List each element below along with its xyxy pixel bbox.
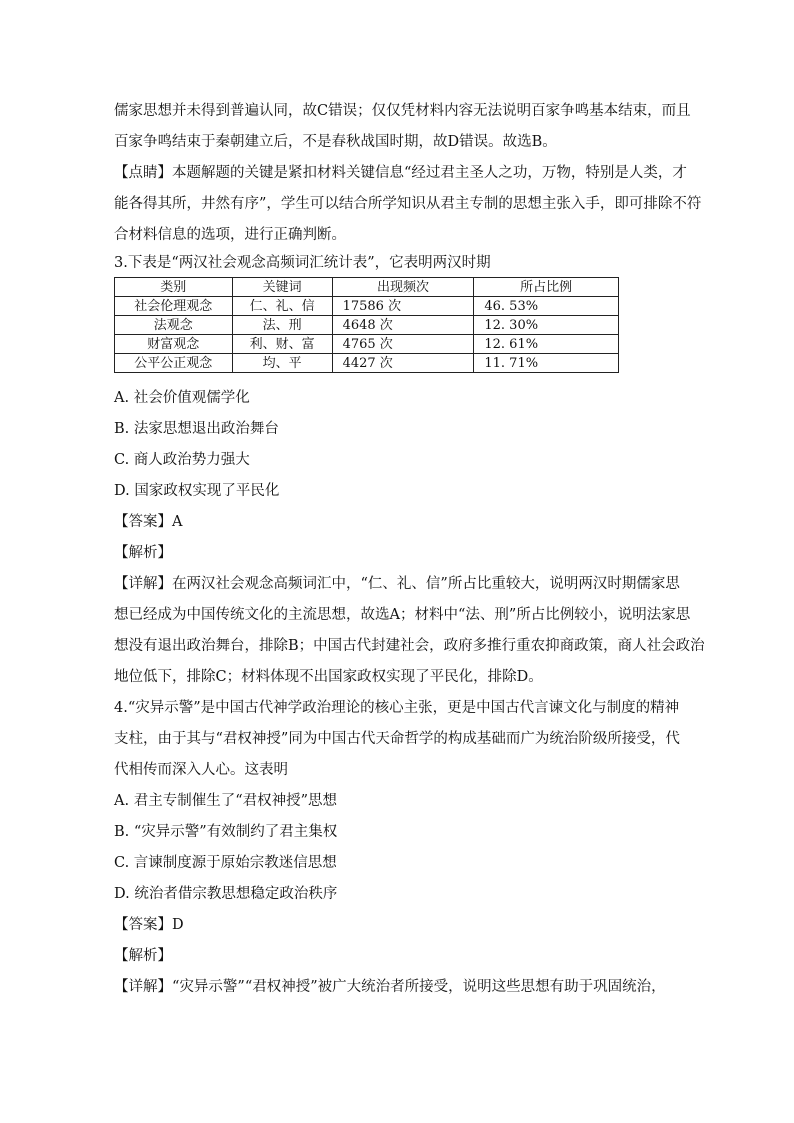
option-c: C. 商人政治势力强大 [114, 452, 250, 468]
table-row [115, 297, 619, 316]
table-cell: 12. 30% [474, 316, 619, 335]
table-header-cell: 出现频次 [332, 278, 474, 297]
table-cell: 仁、礼、信 [232, 297, 332, 316]
table-cell: 4427 次 [332, 354, 474, 373]
key-point-line: 【点睛】本题解题的关键是紧扣材料关键信息“经过君主圣人之功，万物，特别是人类，才 [114, 165, 687, 181]
answer-line: 【答案】A [114, 514, 183, 530]
text-line: 儒家思想并未得到普遍认同，故C错误；仅仅凭材料内容无法说明百家争鸣基本结束，而且 [114, 103, 691, 119]
detail-line: 地位低下，排除C；材料体现不出国家政权实现了平民化，排除D。 [114, 669, 543, 685]
table-row [115, 354, 619, 373]
table-cell: 法观念 [115, 316, 233, 335]
option-a: A. 社会价值观儒学化 [114, 390, 250, 406]
question-4-stem: 代相传而深入人心。这表明 [114, 762, 288, 778]
table-header-cell: 类别 [115, 278, 233, 297]
table-header-row [115, 278, 619, 297]
analysis-label: 【解析】 [114, 948, 172, 964]
table-cell: 12. 61% [474, 335, 619, 354]
table-cell: 均、平 [232, 354, 332, 373]
option-b: B. “灾异示警”有效制约了君主集权 [114, 824, 338, 840]
table-cell: 财富观念 [115, 335, 233, 354]
analysis-label: 【解析】 [114, 545, 172, 561]
option-b: B. 法家思想退出政治舞台 [114, 421, 279, 437]
table-cell: 4765 次 [332, 335, 474, 354]
table-row [115, 335, 619, 354]
key-point-line: 能各得其所，井然有序”，学生可以结合所学知识从君主专制的思想主张入手，即可排除不符 [114, 196, 702, 212]
question-4-stem: 支柱，由于其与“君权神授”同为中国古代天命哲学的构成基础而广为统治阶级所接受，代 [114, 731, 680, 747]
answer-line: 【答案】D [114, 917, 184, 933]
text-line: 百家争鸣结束于秦朝建立后，不是春秋战国时期，故D错误。故选B。 [114, 134, 557, 150]
table-header-cell: 关键词 [232, 278, 332, 297]
key-point-line: 合材料信息的选项，进行正确判断。 [114, 227, 346, 243]
detail-line: 想已经成为中国传统文化的主流思想，故选A；材料中“法、刑”所占比例较小，说明法家思 [114, 607, 691, 623]
table-cell: 46. 53% [474, 297, 619, 316]
table-cell: 社会伦理观念 [115, 297, 233, 316]
detail-line: 想没有退出政治舞台，排除B；中国古代封建社会，政府多推行重农抑商政策，商人社会政治 [114, 638, 705, 654]
statistics-table [114, 277, 619, 373]
table-cell: 法、刑 [232, 316, 332, 335]
question-3-stem: 3.下表是“两汉社会观念高频词汇统计表”，它表明两汉时期 [114, 255, 491, 271]
detail-line: 【详解】在两汉社会观念高频词汇中，“仁、礼、信”所占比重较大，说明两汉时期儒家思 [114, 576, 680, 592]
table-row [115, 316, 619, 335]
option-c: C. 言谏制度源于原始宗教迷信思想 [114, 855, 337, 871]
table-cell: 17586 次 [332, 297, 474, 316]
option-a: A. 君主专制催生了“君权神授”思想 [114, 793, 338, 809]
question-4-stem: 4.“灾异示警”是中国古代神学政治理论的核心主张，更是中国古代言谏文化与制度的精神 [114, 700, 680, 716]
option-d: D. 国家政权实现了平民化 [114, 483, 280, 499]
document-page [114, 96, 705, 1003]
table-cell: 4648 次 [332, 316, 474, 335]
detail-line: 【详解】“灾异示警”“君权神授”被广大统治者所接受，说明这些思想有助于巩固统治， [114, 979, 666, 995]
option-d: D. 统治者借宗教思想稳定政治秩序 [114, 886, 338, 902]
table-cell: 利、财、富 [232, 335, 332, 354]
table-cell: 公平公正观念 [115, 354, 233, 373]
table-cell: 11. 71% [474, 354, 619, 373]
table-header-cell: 所占比例 [474, 278, 619, 297]
